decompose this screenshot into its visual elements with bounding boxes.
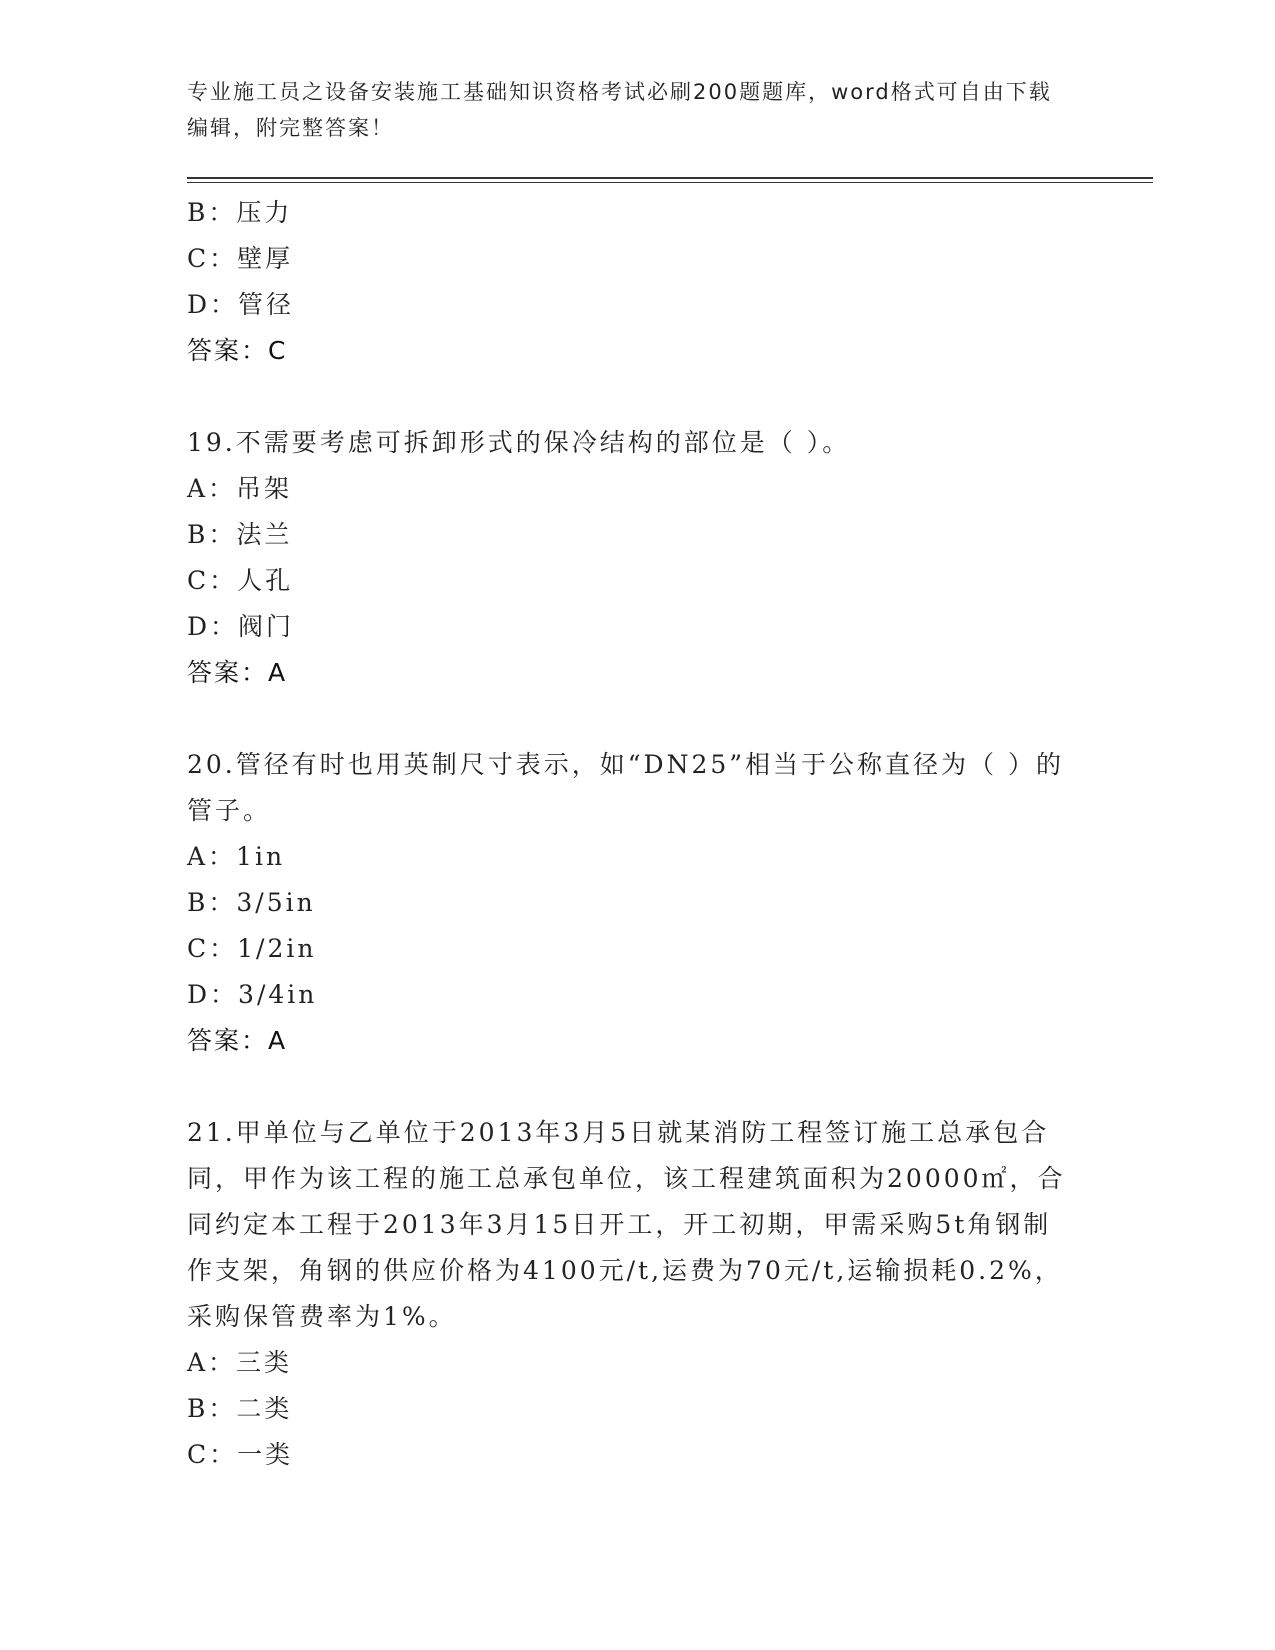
option-b: B：法兰 xyxy=(187,520,293,549)
answer-line: 答案：A xyxy=(187,658,288,687)
option-c: C：一类 xyxy=(187,1440,294,1469)
question-text: 21.甲单位与乙单位于2013年3月5日就某消防工程签订施工总承包合同，甲作为该工程的施工总承包单位，该工程建筑面积为20000㎡，合同约定本工程于2013年3月15日开工，开工初期，甲需采购5t角钢制作支架，角钢的供应价格为4100元/t,运费为70元/t,运输损耗0.2%，采购保管费率为1%。 xyxy=(187,1118,1066,1331)
option-a: A：三类 xyxy=(187,1348,293,1377)
document-header: 专业施工员之设备安装施工基础知识资格考试必刷200题题库，word格式可自由下载编辑，附完整答案！ xyxy=(187,80,1052,140)
prev-question-tail xyxy=(187,190,1067,374)
option-d: D：3/4in xyxy=(187,980,318,1009)
question-list xyxy=(187,190,1067,1478)
answer-line: 答案：A xyxy=(187,1026,288,1055)
question-text: 19.不需要考虑可拆卸形式的保冷结构的部位是（ ）。 xyxy=(187,428,851,457)
question-19 xyxy=(187,420,1067,696)
option-d: D：阀门 xyxy=(187,612,295,641)
question-21 xyxy=(187,1110,1067,1478)
option-b: B：3/5in xyxy=(187,888,316,917)
option-c: C：人孔 xyxy=(187,566,294,595)
answer-line: 答案：C xyxy=(187,336,288,365)
option-d: D：管径 xyxy=(187,290,295,319)
option-c: C：壁厚 xyxy=(187,244,294,273)
header-divider xyxy=(187,177,1153,179)
option-b: B：二类 xyxy=(187,1394,293,1423)
option-a: A：1in xyxy=(187,842,286,871)
option-b: B：压力 xyxy=(187,198,293,227)
question-text: 20.管径有时也用英制尺寸表示，如“DN25”相当于公称直径为（ ）的管子。 xyxy=(187,750,1064,825)
option-c: C：1/2in xyxy=(187,934,317,963)
option-a: A：吊架 xyxy=(187,474,293,503)
header-divider-thin xyxy=(187,182,1153,183)
question-20 xyxy=(187,742,1067,1064)
